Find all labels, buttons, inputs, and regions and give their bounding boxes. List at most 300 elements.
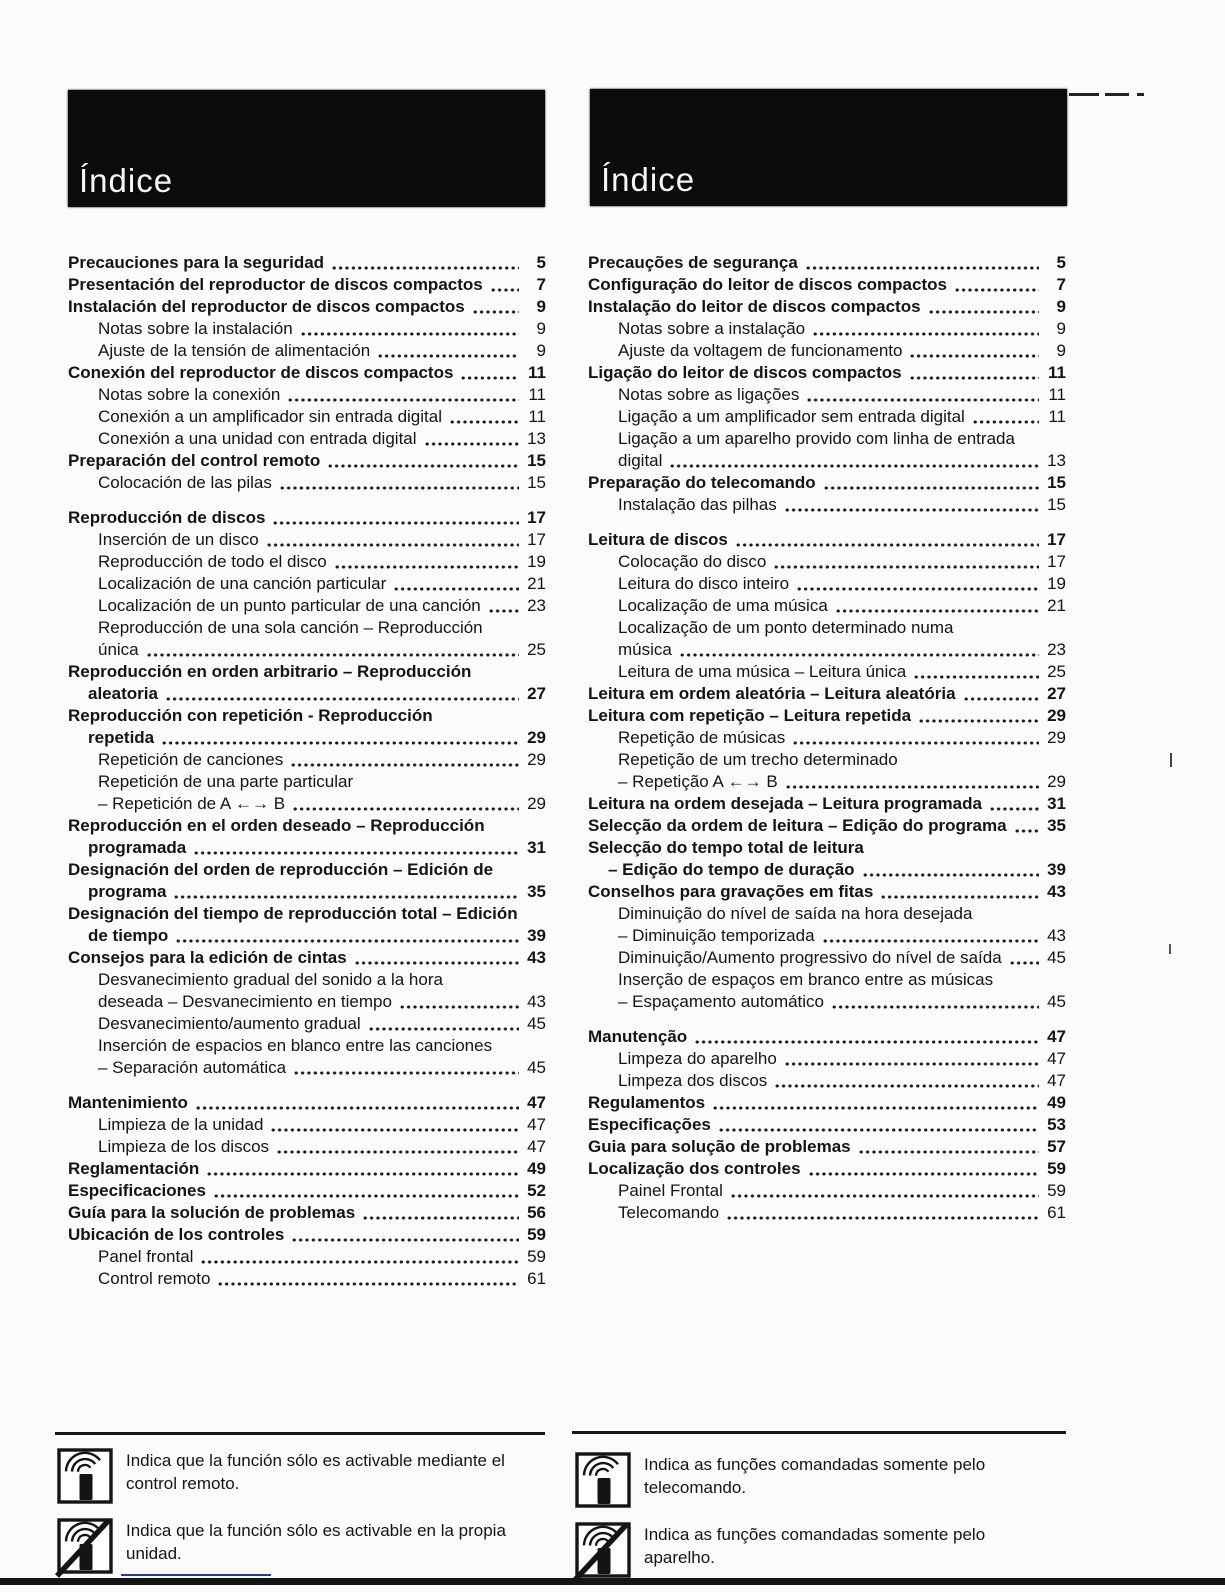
toc-page-number: 11 [1048,407,1066,426]
toc-label: Reproducción en el orden deseado – Reproducción [68,816,485,835]
toc-line [68,428,546,450]
toc-line [588,837,1066,859]
toc-line [68,969,546,991]
toc-label: Designación del orden de reproducción – Edición de [68,860,494,879]
toc-page-number: 9 [1056,319,1066,338]
toc-line [68,252,546,274]
toc-entry [68,450,546,472]
toc-line [68,749,546,771]
toc-label: Configuração do leitor de discos compactos [588,275,947,294]
toc-label: – Edição do tempo de duração [608,860,855,879]
toc-label: Reproducción de discos [68,508,266,527]
toc-label: Colocación de las pilas [98,473,272,492]
scan-artifact-dash [1105,93,1129,96]
toc-entry [588,881,1066,903]
toc-entry [588,529,1066,551]
toc-label: Conselhos para gravações em fitas [588,882,874,901]
toc-line [68,991,546,1013]
toc-line [588,1136,1066,1158]
toc-entry [588,1070,1066,1092]
toc-label: Instalação do leitor de discos compactos [588,297,921,316]
dotted-leader [963,683,1039,705]
toc-label: Designación del tiempo de reproducción total – Edición [68,904,518,923]
dotted-leader [368,1013,519,1035]
legend-note-text: Indica as funções comandadas somente pelo aparelho. [644,1525,986,1567]
legend-note-text: Indica que la función sólo es activable en la propia unidad. [126,1521,506,1563]
toc-page-number: 45 [1047,948,1066,967]
toc-line [588,318,1066,340]
toc-label: Inserção de espaços em branco entre as músicas [618,970,994,989]
dotted-leader [393,573,519,595]
dotted-leader [270,1114,519,1136]
scan-artifact-bottom-edge [0,1578,1225,1585]
toc-label: de tiempo [88,926,169,945]
toc-label: Repetição de músicas [618,728,786,747]
dotted-leader [293,1057,519,1079]
dotted-leader [175,925,519,947]
toc-line [588,595,1066,617]
toc-entry [588,1048,1066,1070]
dotted-leader [796,573,1039,595]
toc-label: Selecção da ordem de leitura – Edição do programa [588,816,1007,835]
toc-entry [588,1114,1066,1136]
dotted-leader [377,340,519,362]
toc-entry [588,296,1066,318]
toc-label: – Separación automática [98,1058,287,1077]
toc-label: Manutenção [588,1027,688,1046]
dotted-leader [823,472,1039,494]
toc-entry [68,252,546,274]
dotted-leader [808,1158,1039,1180]
toc-line [588,969,1066,991]
dotted-leader [279,472,519,494]
toc-label: Especificações [588,1115,711,1134]
toc-page-number: 61 [1047,1203,1066,1222]
toc-entry [68,551,546,573]
footnote-divider-right [572,1431,1066,1434]
toc-entry [68,903,546,947]
toc-line [588,881,1066,903]
toc-entry [68,1224,546,1246]
dotted-leader [726,1202,1039,1224]
toc-entry [68,406,546,428]
toc-line [68,1158,546,1180]
dotted-leader [173,881,519,903]
dotted-leader [331,252,519,274]
toc-page-number: 9 [1056,297,1066,316]
toc-label: Repetição de um trecho determinado [618,750,898,769]
toc-line [68,925,546,947]
toc-line [588,947,1066,969]
dotted-leader [822,925,1039,947]
toc-page-number: 13 [527,429,546,448]
toc-label: Mantenimiento [68,1093,188,1112]
toc-label: Localização de uma música [618,596,828,615]
toc-entry [588,793,1066,815]
toc-label: Ligação a um aparelho provido com linha de entrada [618,429,1015,448]
toc-page-number: 23 [527,596,546,615]
toc-line [68,683,546,705]
toc-entry [68,661,546,705]
toc-entry [68,274,546,296]
toc-entry [68,384,546,406]
dotted-leader [774,1070,1039,1092]
toc-entry [68,1180,546,1202]
dotted-leader [679,639,1039,661]
toc-label: Preparação do telecomando [588,473,816,492]
toc-page-number: 43 [1047,926,1066,945]
toc-label: Especificaciones [68,1181,206,1200]
scan-artifact-speck [1170,753,1172,767]
scan-artifact-speck [1169,944,1171,954]
dotted-leader [488,595,519,617]
toc-label: Repetición de canciones [98,750,284,769]
toc-line [588,1202,1066,1224]
toc-page-number: 9 [536,319,546,338]
toc-line [68,551,546,573]
toc-entry [588,551,1066,573]
toc-line [68,573,546,595]
toc-label: Guia para solução de problemas [588,1137,851,1156]
toc-label: Panel frontal [98,1247,194,1266]
toc-label: – Espaçamento automático [618,992,825,1011]
toc-label: Painel Frontal [618,1181,723,1200]
toc-line [588,1114,1066,1136]
dotted-leader [146,639,519,661]
remote-control-icon [57,1448,113,1504]
legend-notes-portuguese [575,1452,1063,1592]
toc-page-number: 29 [1047,728,1066,747]
toc-entry [68,1114,546,1136]
toc-entry [588,1026,1066,1048]
toc-page-number: 23 [1047,640,1066,659]
toc-label: Leitura com repetição – Leitura repetida [588,706,912,725]
dotted-leader [449,406,519,428]
dotted-leader [918,705,1039,727]
dotted-leader [858,1136,1039,1158]
toc-page-number: 17 [527,508,546,527]
toc-line [588,727,1066,749]
toc-label: Colocação do disco [618,552,767,571]
toc-label: Leitura de uma música – Leitura única [618,662,907,681]
toc-page-number: 15 [527,473,546,492]
toc-line [588,991,1066,1013]
toc-page-number: 35 [1047,816,1066,835]
toc-entry [68,1136,546,1158]
toc-line [588,639,1066,661]
toc-page-number: 45 [527,1014,546,1033]
toc-entry [68,529,546,551]
toc-label: Reproducción de una sola canción – Reproducción [98,618,483,637]
toc-line [588,362,1066,384]
toc-label: Selecção do tempo total de leitura [588,838,864,857]
toc-page-number: 61 [527,1269,546,1288]
dotted-leader [161,727,519,749]
toc-page-number: 59 [527,1225,546,1244]
dotted-leader [784,494,1039,516]
toc-line [68,727,546,749]
toc-line [68,1246,546,1268]
toc-entry [588,573,1066,595]
toc-label: Conexión a una unidad con entrada digital [98,429,417,448]
toc-entry [588,1202,1066,1224]
toc-line [68,1057,546,1079]
dotted-leader [909,340,1039,362]
toc-entry [68,507,546,529]
toc-page-number: 7 [1056,275,1066,294]
toc-page-number: 49 [527,1159,546,1178]
toc-line [588,749,1066,771]
toc-label: Conexión del reproductor de discos compactos [68,363,454,382]
legend-note [575,1522,1063,1578]
toc-entry [68,1246,546,1268]
toc-label: Reproducción en orden arbitrario – Reproducción [68,662,472,681]
toc-line [68,362,546,384]
toc-label: Leitura na ordem desejada – Leitura programada [588,794,982,813]
toc-line [68,837,546,859]
toc-label: Repetición de una parte particular [98,772,354,791]
dotted-leader [399,991,519,1013]
toc-line [588,617,1066,639]
toc-entry [68,1268,546,1290]
toc-entry [68,1092,546,1114]
toc-line [68,947,546,969]
toc-entry [588,1180,1066,1202]
toc-label: Diminuição do nível de saída na hora desejada [618,904,973,923]
toc-label: Limpieza de la unidad [98,1115,264,1134]
toc-label: Presentación del reproductor de discos compactos [68,275,483,294]
dotted-leader [272,507,519,529]
toc-line [68,1136,546,1158]
toc-label: Ligação do leitor de discos compactos [588,363,902,382]
dotted-leader [290,749,519,771]
toc-line [588,1026,1066,1048]
toc-label: – Repetición de A ←→ B [98,794,286,813]
toc-line [588,925,1066,947]
dotted-leader [292,793,519,815]
toc-page-number: 21 [1047,596,1066,615]
toc-line [68,1114,546,1136]
toc-line [68,1013,546,1035]
dotted-leader [327,450,519,472]
toc-line [68,1092,546,1114]
toc-label: Telecomando [618,1203,720,1222]
toc-entry [68,362,546,384]
dotted-leader [835,595,1039,617]
toc-page-number: 43 [527,948,546,967]
dotted-leader [805,252,1039,274]
toc-page-number: 31 [1047,794,1066,813]
toc-entry [588,617,1066,661]
dotted-leader [193,837,519,859]
toc-page-number: 57 [1047,1137,1066,1156]
toc-page-number: 45 [527,1058,546,1077]
toc-line [588,450,1066,472]
toc-entry [68,296,546,318]
toc-label: Instalación del reproductor de discos compactos [68,297,465,316]
toc-page-number: 27 [1047,684,1066,703]
toc-label: Precauciones para la seguridad [68,253,325,272]
toc-label: Localización de una canción particular [98,574,387,593]
toc-entry [68,969,546,1013]
dotted-leader [913,661,1039,683]
toc-entry [68,318,546,340]
toc-entry [588,595,1066,617]
toc-page-number: 47 [527,1115,546,1134]
toc-line [588,683,1066,705]
toc-entry [68,428,546,450]
toc-entry [68,573,546,595]
index-title-portuguese: Índice [601,161,696,198]
toc-line [588,406,1066,428]
remote-control-icon [575,1452,631,1508]
toc-page-number: 9 [536,341,546,360]
toc-line [68,1202,546,1224]
toc-line [68,1035,546,1057]
toc-line [588,340,1066,362]
toc-page-number: 21 [527,574,546,593]
dotted-leader [862,859,1039,881]
dotted-leader [735,529,1039,551]
toc-line [588,1158,1066,1180]
toc-page-number: 29 [1047,772,1066,791]
toc-label: Inserción de un disco [98,530,259,549]
toc-label: Notas sobre as ligações [618,385,800,404]
dotted-leader [928,296,1039,318]
toc-entry [68,1035,546,1079]
toc-line [68,705,546,727]
toc-entry [68,595,546,617]
toc-page-number: 39 [1047,860,1066,879]
scan-artifact-dash [1137,93,1144,96]
toc-label: aleatoria [88,684,158,703]
toc-page-number: 29 [1047,706,1066,725]
toc-label: Conexión a un amplificador sin entrada digital [98,407,442,426]
toc-page-number: 15 [527,451,546,470]
dotted-leader [424,428,519,450]
toc-label: Desvanecimiento gradual del sonido a la hora [98,970,443,989]
toc-entry [588,683,1066,705]
dotted-leader [200,1246,519,1268]
toc-page-number: 19 [1047,574,1066,593]
toc-label: Reproducción de todo el disco [98,552,327,571]
toc-page-number: 11 [528,407,546,426]
legend-note [57,1448,545,1504]
toc-line [588,859,1066,881]
toc-line [68,1268,546,1290]
toc-label: Limpeza dos discos [618,1071,768,1090]
toc-label: Reproducción con repetición - Reproducción [68,706,433,725]
dotted-leader [206,1158,519,1180]
toc-label: repetida [88,728,155,747]
toc-line [68,793,546,815]
toc-page-number: 7 [536,275,546,294]
toc-entry [68,1158,546,1180]
toc-label: única [98,640,139,659]
toc-page-number: 47 [527,1137,546,1156]
toc-page-number: 53 [1047,1115,1066,1134]
toc-page-number: 13 [1047,451,1066,470]
toc-page-number: 15 [1047,495,1066,514]
toc-line [68,296,546,318]
toc-page-number: 9 [1056,341,1066,360]
dotted-leader [472,296,519,318]
toc-page-number: 43 [1047,882,1066,901]
toc-entry [68,749,546,771]
dotted-leader [773,551,1039,573]
toc-line [588,815,1066,837]
dotted-leader [909,362,1039,384]
toc-page-number: 15 [1047,473,1066,492]
toc-line [588,661,1066,683]
toc-entry [68,771,546,815]
toc-label: Preparación del control remoto [68,451,321,470]
toc-label: Ajuste da voltagem de funcionamento [618,341,903,360]
toc-entry [68,947,546,969]
toc-label: Ajuste de la tensión de alimentación [98,341,371,360]
toc-entry [588,494,1066,516]
toc-entry [588,428,1066,472]
toc-line [68,595,546,617]
toc-page-number: 11 [1048,385,1066,404]
toc-page-number: 43 [527,992,546,1011]
legend-notes-spanish [57,1448,545,1588]
toc-line [588,274,1066,296]
toc-label: digital [618,451,663,470]
toc-label: Localização de um ponto determinado numa [618,618,954,637]
toc-label: Precauções de segurança [588,253,798,272]
toc-line [68,507,546,529]
toc-page-number: 25 [527,640,546,659]
toc-entry [68,705,546,749]
dotted-leader [812,318,1039,340]
toc-entry [588,705,1066,727]
dotted-leader [490,274,519,296]
toc-line [68,529,546,551]
toc-entry [588,406,1066,428]
toc-entry [588,340,1066,362]
legend-note [575,1452,1063,1508]
dotted-leader [266,529,519,551]
toc-page-number: 49 [1047,1093,1066,1112]
toc-line [68,1180,546,1202]
toc-entry [588,969,1066,1013]
toc-page-number: 27 [527,684,546,703]
dotted-leader [831,991,1039,1013]
toc-entry [68,617,546,661]
toc-line [68,639,546,661]
dotted-leader [276,1136,519,1158]
toc-page-number: 59 [1047,1181,1066,1200]
toc-line [68,318,546,340]
scan-artifact-blue-line [121,1574,271,1576]
toc-page-number: 47 [527,1093,546,1112]
toc-line [588,296,1066,318]
toc-label: Limpieza de los discos [98,1137,270,1156]
toc-page-number: 17 [1047,530,1066,549]
toc-entry [588,1092,1066,1114]
dotted-leader [694,1026,1039,1048]
toc-line [588,472,1066,494]
toc-label: programada [88,838,187,857]
toc-line [588,771,1066,793]
toc-line [588,1048,1066,1070]
toc-page-number: 11 [528,363,546,382]
toc-line [588,384,1066,406]
toc-entry [588,1136,1066,1158]
toc-label: Notas sobre a instalação [618,319,806,338]
toc-label: Limpeza do aparelho [618,1049,777,1068]
